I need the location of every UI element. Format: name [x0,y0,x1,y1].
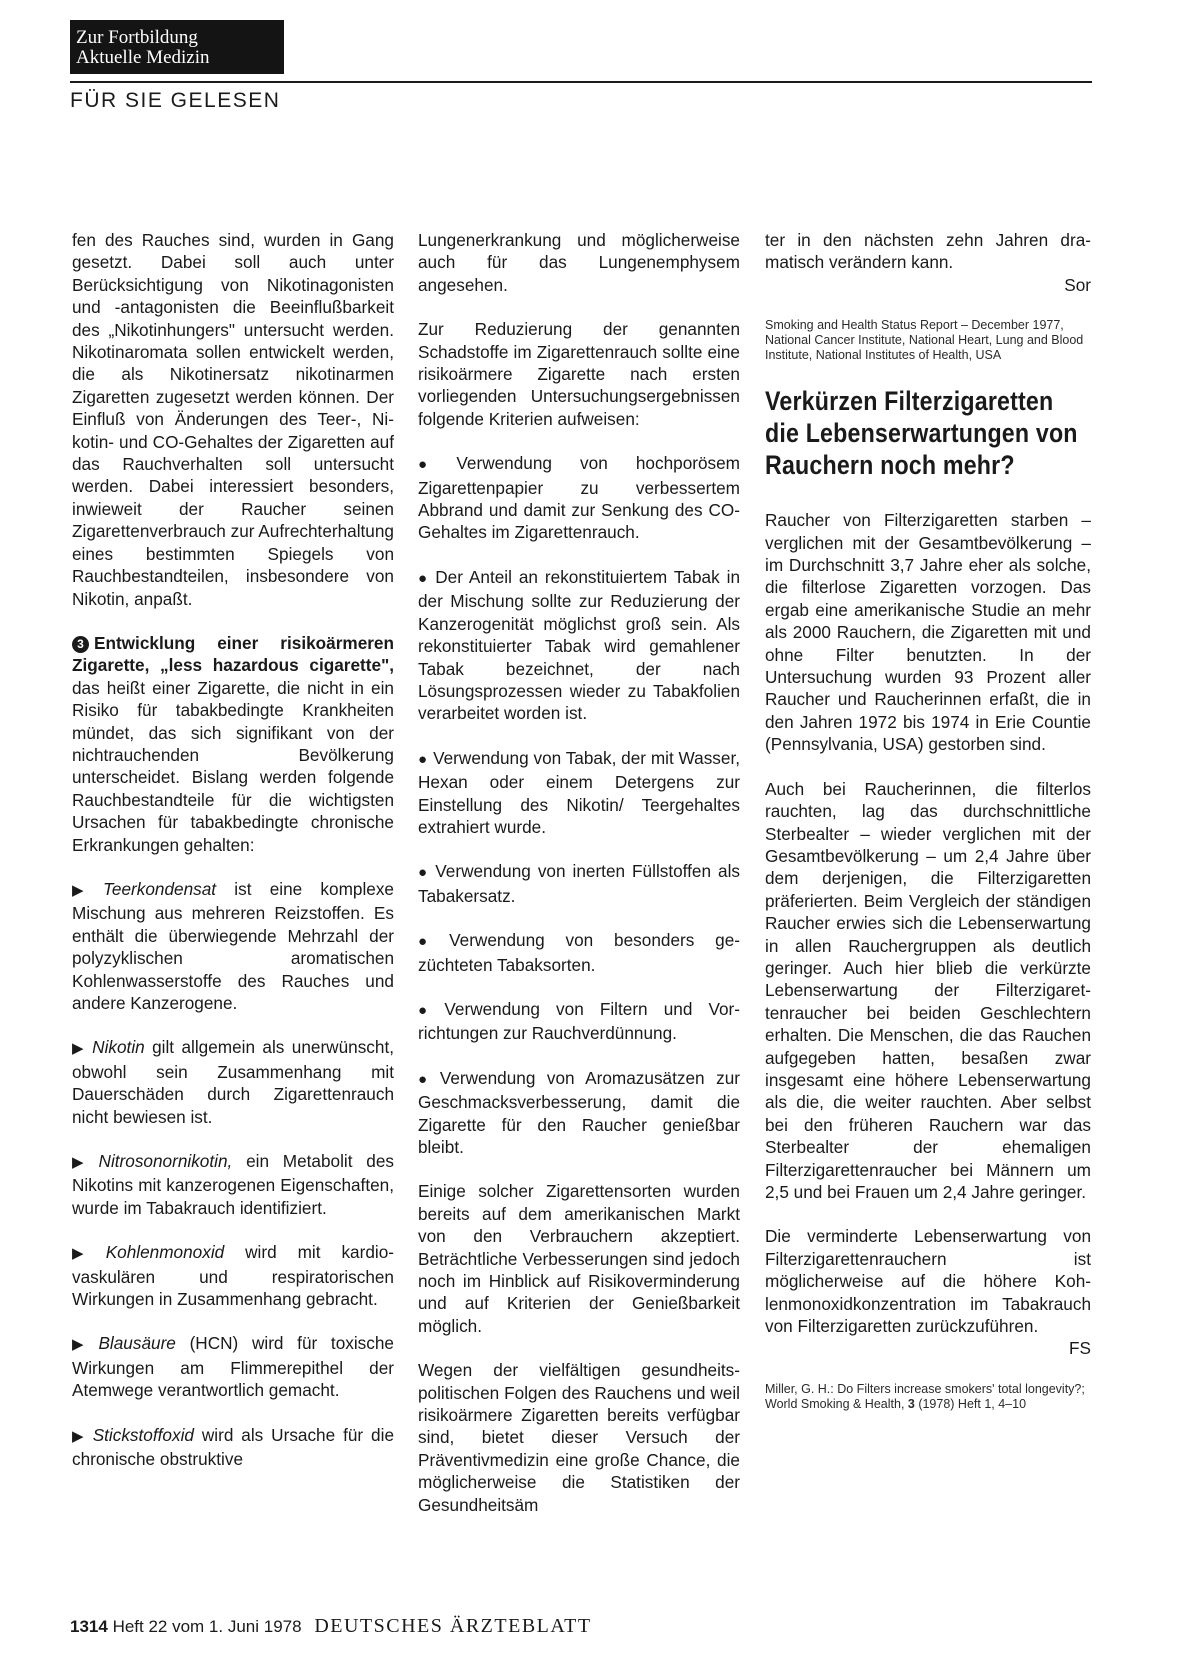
term-blausaeure: Blausäure [98,1333,176,1354]
criteria-text-1: Verwendung von hochporösem Zigarettenpapier zu verbessertem Abbrand und damit zur Senkung des CO-Gehaltes im Zigarettenrauch. [418,453,741,543]
criteria-item-6 [418,998,740,1045]
triangle-bullet-icon: ▶ [72,1245,100,1263]
bullet-icon [418,748,433,768]
criteria-text-6: Verwendung von Filtern und Vorrichtungen zur Rauchverdünnung. [418,998,741,1044]
number-3-icon: 3 [72,636,89,653]
text-kohlenmonoxid: wird mit kardiovaskulären und respiratorischen Wirkungen in Zusammenhang gebracht. [72,1242,395,1310]
bullet-icon [418,861,435,881]
criteria-item-7 [418,1067,740,1159]
text-stickstoffoxid: wird als Ursache für die chronische obstruktive [72,1424,394,1470]
criteria-item-4 [418,860,740,907]
criteria-text-3: Verwendung von Tabak, der mit Wasser, Hexan oder einem Detergens zur Einstellung des Nikotin/ Teergehaltes extrahiert wurde. [418,747,740,837]
col3-paragraph-4 [765,1225,1091,1359]
column-2 [418,229,740,1516]
header-rule [70,81,1092,83]
col3-p4-text: Die verminderte Lebenserwartung von Filterzigarettenrauchern ist möglicherweise auf die höhere Kohlenmonoxidkonzentration im Tabakrauch von Filterzigaretten zurückzuführen. [765,1226,1091,1337]
text-nitrosonornikotin: ein Metabolit des Nikotins mit kanzerogenen Eigenschaften, wurde im Tabakrauch identifiziert. [72,1151,394,1218]
triangle-bullet-icon: ▶ [72,1336,93,1354]
header-line-fortbildung: Zur Fortbildung [76,27,198,48]
criteria-text-2: Der Anteil an rekonstituiertem Tabak in der Mischung sollte zur Reduzierung der Kanzerogenität möglichst groß sein. Als rekonstituierter Tabak wird gemahlener Tabak bezeichnet, der nach Lösungsprozessen wieder zu Tabakfolien verarbeitet worden ist. [418,566,740,724]
list-item-stickstoffoxid [72,1424,394,1471]
text-nikotin: gilt allgemein als unerwünscht, obwohl sein Zusammenhang mit Dauerschäden durch Zigarettenrauch nicht bewiesen ist. [72,1037,394,1127]
triangle-bullet-icon: ▶ [72,1427,87,1445]
col2-paragraph-1: Lungenerkrankung und möglicherweise auch für das Lungenemphysem angesehen. [418,230,740,295]
ref2-text-b: (1978) Heft 1, 4–10 [914,1396,1027,1411]
col3-paragraph-2: Raucher von Filterzigaretten starben – verglichen mit der Gesamtbevölkerung – im Durchschnitt 3,7 Jahre eher als solche, die filterlose Zigaretten vorzogen. Das ergab eine amerikanische Studie an mehr als 2000 Rauchern, die Zigaretten mit und ohne Filter benutzten. In der Untersuchung wurden 93 Prozent aller Raucher und Raucherinnen erfaßt, die in den Jahren 1972 bis 1974 in Erie Countie (Pennsylvania, USA) gestorben sind. [765,510,1091,755]
reference-2 [765,1382,1091,1412]
page-footer [70,1615,592,1638]
bullet-icon [418,1068,440,1088]
header-line-medizin: Aktuelle Medizin [76,47,210,68]
bullet-icon [418,930,449,950]
criteria-text-5: Verwendung von besonders gezüchteten Tabaksorten. [418,930,741,975]
col3-paragraph-3: Auch bei Raucherinnen, die filterlos rauchten, lag das durchschnittliche Sterbealter – wieder verglichen mit der Gesamtbevölkerung – um 2,4 Jahre über dem derjenigen, die Filterzigaretten präferierten. Beim Vergleich der ständigen Raucher erwies sich die Lebenserwartung in allen Rauchergruppen als deutlich geringer. Auch hier blieb die verkürzte Lebenserwartung der Filterzigarettenraucher bei beiden Geschlechtern erhalten. Die Menschen, die das Rauchen aufgegeben hatten, besaßen zwar insgesamt eine höhere Lebenserwartung als die, die weiter rauchten. Aber selbst bei den früheren Rauchern war das Sterbealter der ehemaligen Filterzigarettenraucher bei Männern um 2,5 und bei Frauen um 2,4 Jahre geringer. [765,778,1091,1202]
column-1 [72,229,394,1471]
term-stickstoffoxid: Stickstoffoxid [92,1424,194,1445]
section-label: FÜR SIE GELESEN [70,89,281,112]
triangle-bullet-icon: ▶ [72,1040,87,1058]
criteria-item-5 [418,929,740,976]
bullet-icon [418,453,456,473]
author-signature-sor: Sor [1064,274,1091,295]
ref2-volume: 3 [907,1396,915,1411]
triangle-bullet-icon: ▶ [72,881,97,899]
col1-paragraph-2 [72,632,394,856]
col1-p2-bold: Entwicklung einer risikoärmeren Zigarette, „less hazardous cigarette", [72,632,394,676]
col2-paragraph-3: Einige solcher Zigarettensorten wurden bereits auf dem amerikanischen Markt von den Verbrauchern akzeptiert. Beträchtliche Verbesserungen sind jedoch noch im Hinblick auf Risikoverminderung und auf Kriterien der Genießbarkeit möglich. [418,1181,740,1336]
criteria-item-2 [418,566,740,725]
ref2-text-a: Miller, G. H.: Do Filters increase smokers' total longevity?; World Smoking & Health, [765,1381,1085,1411]
list-item-teerkondensat [72,878,394,1014]
text-teerkondensat: ist eine komplexe Mischung aus mehreren Reizstoffen. Es enthält die überwiegende Mehrzahl der polyzyklischen aromatischen Kohlenwasserstoffe des Rauches und andere Kanzerogene. [72,878,394,1013]
col2-paragraph-2: Zur Reduzierung der genannten Schadstoffe im Zigarettenrauch sollte eine risikoärmere Zigarette nach ersten vorliegenden Untersuchungsergebnissen folgende Kriterien aufweisen: [418,319,740,429]
criteria-text-4: Verwendung von inerten Füllstoffen als Tabakersatz. [418,861,740,906]
col1-paragraph-1: fen des Rauches sind, wurden in Gang gesetzt. Dabei soll auch unter Berücksichtigung von Nikotinagonisten und -antagonisten die Beeinflußbarkeit des „Nikotinhungers" untersucht werden. Nikotinaromata sollen entwickelt werden, die als Nikotinersatz nikotinarmen Zigaretten zugesetzt werden können. Der Einfluß von Änderungen des Teer-, Nikotin- und CO-Gehaltes der Zigaretten auf das Rauchverhalten soll untersucht werden. Dabei interessiert besonders, inwieweit der Raucher seinen Zigarettenverbrauch zur Aufrechterhaltung eines bestimmten Spiegels von Rauchbestandteilen, insbesondere von Nikotin, anpaßt. [72,230,394,609]
section-header-box [70,20,284,74]
col2-paragraph-4: Wegen der vielfältigen gesundheitspolitischen Folgen des Rauchens und weil risikoärmere Zigaretten bereits verfügbar sind, bietet dieser Versuch der Präventivmedizin eine große Chance, die möglicherweise die Statistiken der Gesundheitsäm [418,1360,740,1515]
col1-p2-rest: das heißt einer Zigarette, die nicht in ein Risiko für tabakbedingte Krankheiten mündet, das sich signifikant von der nichtrauchenden Bevölkerung unterscheidet. Bislang werden folgende Rauchbestandteile für die wichtigsten Ursachen für tabakbedingte chronische Erkrankungen gehalten: [72,677,394,855]
term-kohlenmonoxid: Kohlenmonoxid [105,1242,225,1263]
criteria-item-1 [418,452,740,544]
bullet-icon [418,567,435,587]
triangle-bullet-icon: ▶ [72,1154,93,1172]
reference-1: Smoking and Health Status Report – December 1977, National Cancer Institute, National Heart, Lung and Blood Institute, National Institutes of Health, USA [765,318,1084,363]
criteria-item-3 [418,747,740,839]
bullet-icon [418,999,444,1019]
author-signature-fs: FS [1069,1338,1091,1359]
list-item-kohlenmonoxid [72,1241,394,1310]
list-item-nitrosonornikotin [72,1150,394,1219]
criteria-text-7: Verwendung von Aromazusätzen zur Geschmacksverbesserung, damit die Zigarette für den Raucher genießbar bleibt. [418,1067,740,1157]
column-3 [765,229,1091,1434]
term-teerkondensat: Teerkondensat [103,878,217,899]
article-headline: Verkürzen Filterzigaretten die Lebenserwartungen von Rauchern noch mehr? [765,386,1078,481]
page-number: 1314 [70,1617,108,1636]
issue-info: Heft 22 vom 1. Juni 1978 [112,1617,302,1636]
list-item-nikotin [72,1036,394,1128]
col3-paragraph-1 [765,229,1091,296]
term-nitrosonornikotin: Nitrosonornikotin, [98,1151,233,1172]
text-blausaeure: (HCN) wird für toxische Wirkungen am Flimmerepithel der Atemwege verantwortlich gemacht. [72,1333,394,1401]
list-item-blausaeure [72,1332,394,1401]
journal-title: DEUTSCHES ÄRZTEBLATT [314,1615,592,1637]
col3-p1-text: ter in den nächsten zehn Jahren dramatisch verändern kann. [765,230,1091,273]
term-nikotin: Nikotin [92,1037,145,1058]
